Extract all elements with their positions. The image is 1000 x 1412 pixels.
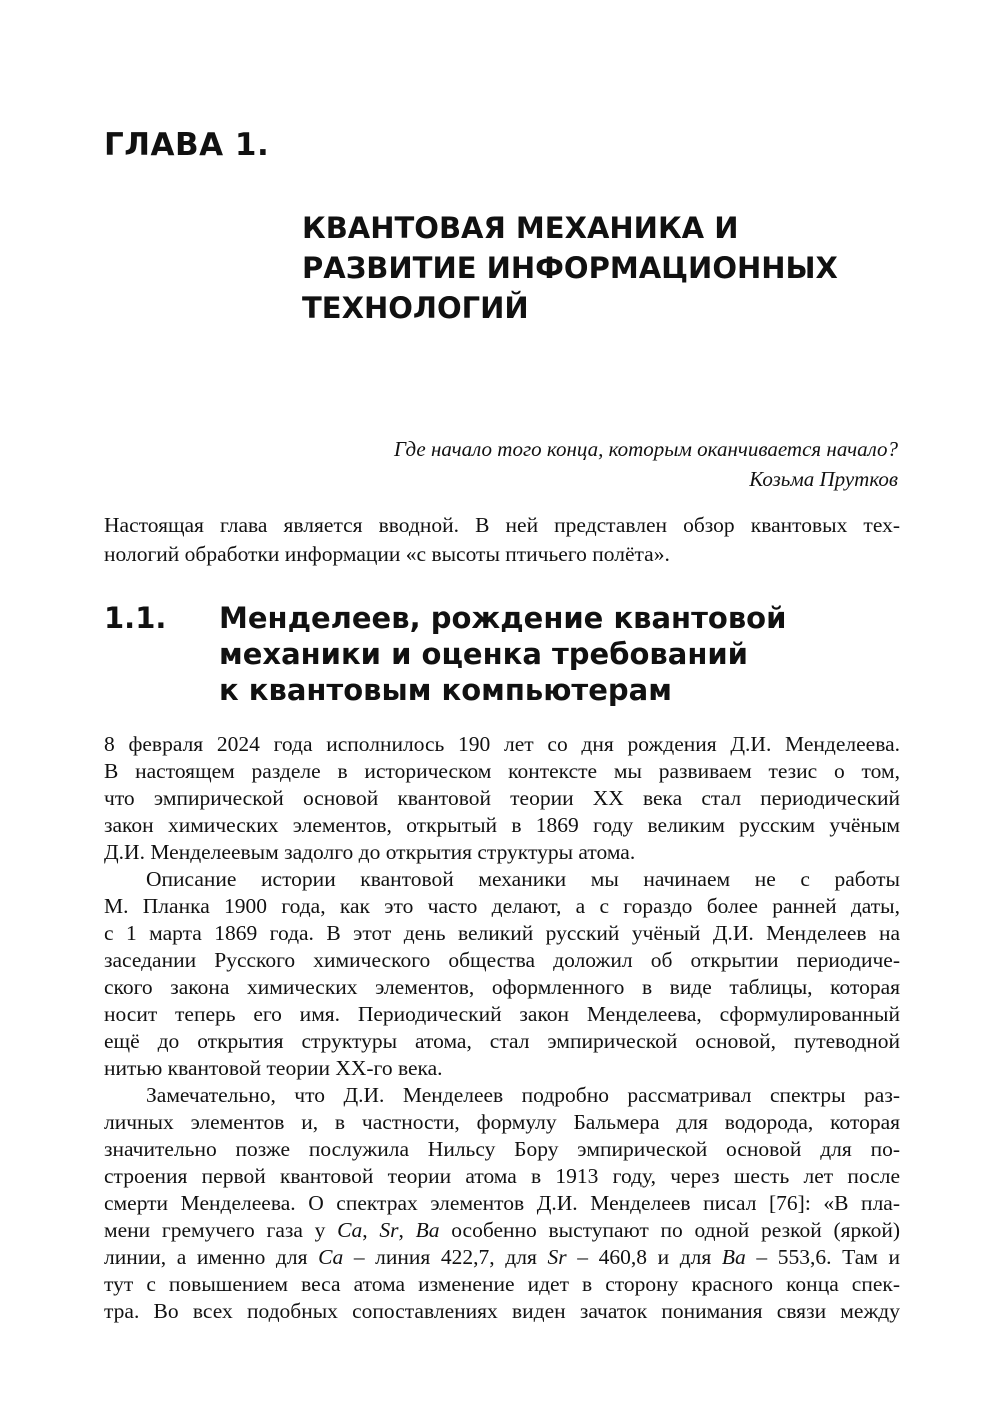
section-title-line: к квантовым компьютерам	[219, 673, 672, 707]
text-line: значительно позже послужила Нильсу Бору эмпирической основой для по-	[104, 1137, 900, 1161]
text-line: нитью квантовой теории XX-го века.	[104, 1056, 443, 1080]
text-fragment: – 460,8 и для	[566, 1245, 722, 1269]
text-line: строения первой квантовой теории атома в 1913 году, через шесть лет после	[104, 1164, 900, 1188]
text-line: смерти Менделеева. О спектрах элементов Д.И. Менделеев писал [76]: «В пла-	[104, 1191, 900, 1215]
paragraph	[104, 866, 900, 1082]
section-title-line: Менделеев, рождение квантовой	[219, 601, 787, 635]
text-fragment: – линия 422,7, для	[343, 1245, 548, 1269]
text-fragment: ,	[362, 1218, 380, 1242]
element-symbol: Ba	[415, 1218, 440, 1242]
text-line: Описание истории квантовой механики мы начинаем не с работы	[146, 867, 900, 891]
element-symbol: Ca	[318, 1245, 344, 1269]
chapter-title-line: КВАНТОВАЯ МЕХАНИКА И	[302, 211, 739, 245]
section-title-line: механики и оценка требований	[219, 637, 748, 671]
element-symbol: Ca	[337, 1218, 363, 1242]
text-line: носит теперь его имя. Периодический закон Менделеева, сформулированный	[104, 1002, 900, 1026]
intro-paragraph	[104, 511, 900, 569]
text-line: Настоящая глава является вводной. В ней представлен обзор квантовых тех-	[104, 513, 900, 537]
text-line: закон химических элементов, открытый в 1869 году великим русским учёным	[104, 813, 900, 837]
chapter-title	[302, 208, 942, 328]
chapter-label: ГЛАВА 1.	[104, 127, 270, 163]
paragraph	[104, 731, 900, 866]
paragraph	[104, 1082, 900, 1325]
element-symbol: Sr	[547, 1245, 567, 1269]
text-line: Д.И. Менделеевым задолго до открытия структуры атома.	[104, 840, 636, 864]
text-line: личных элементов и, в частности, формулу Бальмера для водорода, которая	[104, 1110, 900, 1134]
section-number: 1.1.	[104, 601, 167, 635]
text-line: заседании Русского химического общества доложил об открытии периодиче-	[104, 948, 900, 972]
chapter-title-line: РАЗВИТИЕ ИНФОРМАЦИОННЫХ	[302, 251, 838, 285]
body-text	[104, 731, 900, 1325]
epigraph	[394, 434, 898, 494]
text-line: нологий обработки информации «с высоты птичьего полёта».	[104, 542, 670, 566]
epigraph-quote: Где начало того конца, которым оканчивается начало?	[393, 437, 898, 461]
text-line: 8 февраля 2024 года исполнилось 190 лет со дня рождения Д.И. Менделеева.	[104, 732, 900, 756]
text-line: с 1 марта 1869 года. В этот день великий русский учёный Д.И. Менделеев на	[104, 921, 900, 945]
text-line: ского закона химических элементов, оформленного в виде таблицы, которая	[104, 975, 900, 999]
text-line: В настоящем разделе в историческом контексте мы развиваем тезис о том,	[104, 759, 900, 783]
text-fragment: линии, а именно для	[104, 1245, 319, 1269]
text-line	[104, 1217, 900, 1244]
text-line: тра. Во всех подобных сопоставлениях виден зачаток понимания связи между	[104, 1299, 900, 1323]
text-fragment: особенно выступают по одной резкой (яркой)	[439, 1218, 901, 1242]
text-line: ещё до открытия структуры атома, стал эмпирической основой, путеводной	[104, 1029, 900, 1053]
text-line	[104, 1244, 900, 1271]
text-line: Замечательно, что Д.И. Менделеев подробно рассматривал спектры раз-	[146, 1083, 900, 1107]
text-fragment: мени гремучего газа у	[104, 1218, 338, 1242]
element-symbol: Sr	[379, 1218, 399, 1242]
chapter-title-line: ТЕХНОЛОГИЙ	[302, 291, 529, 325]
text-line: М. Планка 1900 года, как это часто делают, а с гораздо более ранней даты,	[104, 894, 900, 918]
epigraph-author: Козьма Прутков	[749, 467, 898, 491]
text-line: что эмпирической основой квантовой теории XX века стал периодический	[104, 786, 900, 810]
text-line: тут с повышением веса атома изменение идет в сторону красного конца спек-	[104, 1272, 900, 1296]
section-title	[219, 600, 899, 708]
element-symbol: Ba	[721, 1245, 746, 1269]
text-fragment: – 553,6. Там и	[745, 1245, 900, 1269]
text-fragment: ,	[398, 1218, 416, 1242]
